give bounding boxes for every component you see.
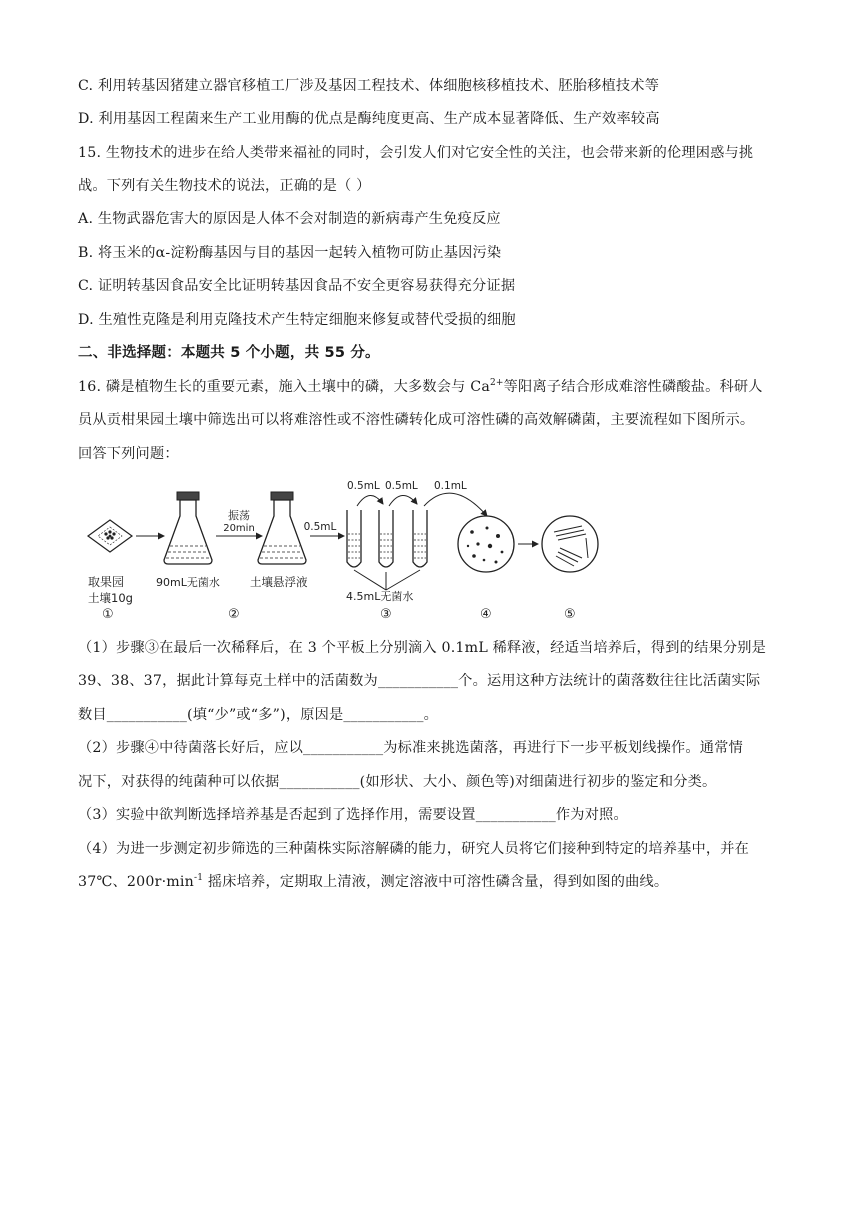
option-d-q15: D. 生殖性克隆是利用克隆技术产生特定细胞来修复或替代受损的细胞: [78, 312, 516, 328]
tube-top-label-1: 0.5mL: [347, 480, 380, 492]
shake-label-2: 20min: [223, 523, 255, 534]
part-2-line-2: 况下，对获得的纯菌种可以依据___________(如形状、大小、颜色等)对细菌进行初步的鉴定和分类。: [78, 774, 717, 790]
step-5-label: ⑤: [564, 607, 576, 622]
step-3-label: ③: [380, 607, 392, 622]
question-15-line-2: 战。下列有关生物技术的说法，正确的是（ ）: [78, 178, 371, 194]
part-4-superscript: -1: [194, 873, 204, 883]
screening-flow-diagram: [82, 472, 622, 624]
part-4-text-pre: 37℃、200r·min: [78, 874, 195, 890]
option-c-q14: C. 利用转基因猪建立器官移植工厂涉及基因工程技术、体细胞核移植技术、胚胎移植技术等: [78, 78, 660, 94]
part-4-line-1: （4）为进一步测定初步筛选的三种菌株实际溶解磷的能力，研究人员将它们接种到特定的培养基中，并在: [78, 841, 750, 857]
petri-dish-colonies-icon: [458, 516, 514, 572]
curved-arrow-3: [424, 493, 487, 516]
part-1-line-3: 数目___________(填“少”或“多”)，原因是___________。: [78, 707, 439, 723]
tube-top-label-3: 0.1mL: [434, 480, 467, 492]
step-4-label: ④: [480, 607, 492, 622]
question-15-line-1: 15. 生物技术的进步在给人类带来福祉的同时，会引发人们对它安全性的关注，也会带来新的伦理困惑与挑: [78, 145, 754, 161]
flask1-label: 90mL无菌水: [156, 576, 220, 589]
tube-top-label-2: 0.5mL: [385, 480, 418, 492]
soil-label-2: 土壤10g: [88, 591, 133, 605]
option-b-q15: B. 将玉米的α-淀粉酶基因与目的基因一起转入植物可防止基因污染: [78, 245, 502, 261]
soil-sample-icon: [88, 520, 132, 552]
flask-soil-suspension-icon: [258, 492, 306, 564]
q16-text-post: 等阳离子结合形成难溶性磷酸盐。科研人: [503, 379, 763, 395]
step-1-label: ①: [102, 607, 114, 622]
question-16-line-1: [78, 377, 790, 397]
section-heading: 二、非选择题：本题共 5 个小题，共 55 分。: [78, 345, 380, 361]
curved-arrow-2: [389, 495, 417, 506]
part-1-line-2: 39、38、37，据此计算每克土样中的活菌数为___________个。运用这种方法统计的菌落数往往比活菌实际: [78, 673, 761, 689]
tube-water-label: 4.5mL无菌水: [346, 590, 414, 603]
step-2-label: ②: [228, 607, 240, 622]
option-d-q14: D. 利用基因工程菌来生产工业用酶的优点是酶纯度更高、生产成本显著降低、生产效率较高: [78, 111, 660, 127]
flask2-label: 土壤悬浮液: [250, 575, 308, 589]
soil-label-1: 取果园: [88, 575, 125, 589]
part-3-line: （3）实验中欲判断选择培养基是否起到了选择作用，需要设置___________作为对照。: [78, 807, 628, 823]
part-1-line-1: （1）步骤③在最后一次稀释后，在 3 个平板上分别滴入 0.1mL 稀释液，经适当培养后，得到的结果分别是: [78, 640, 767, 656]
part-2-line-1: （2）步骤④中待菌落长好后，应以___________为标准来挑选菌落，再进行下一步平板划线操作。通常情: [78, 740, 743, 756]
option-c-q15: C. 证明转基因食品安全比证明转基因食品不安全更容易获得充分证据: [78, 278, 516, 294]
question-16-line-3: 回答下列问题：: [78, 446, 179, 462]
part-4-text-post: 摇床培养，定期取上清液，测定溶液中可溶性磷含量，得到如图的曲线。: [203, 874, 669, 890]
q16-superscript: 2+: [490, 378, 504, 388]
flow-diagram-svg: [82, 472, 622, 624]
transfer-label: 0.5mL: [303, 521, 337, 533]
option-a-q15: A. 生物武器危害大的原因是人体不会对制造的新病毒产生免疫反应: [78, 211, 501, 227]
curved-arrow-1: [357, 495, 383, 506]
question-16-line-2: 员从贡柑果园土壤中筛选出可以将难溶性或不溶性磷转化成可溶性磷的高效解磷菌，主要流程如下图所示。: [78, 412, 755, 428]
part-4-line-2: [78, 872, 790, 892]
test-tubes-icon: [347, 510, 427, 590]
flask-sterile-water-icon: [164, 492, 212, 564]
shake-label-1: 振荡: [228, 509, 250, 522]
streak-plate-icon: [542, 516, 598, 572]
q16-text-pre: 16. 磷是植物生长的重要元素，施入土壤中的磷，大多数会与 Ca: [78, 379, 490, 395]
